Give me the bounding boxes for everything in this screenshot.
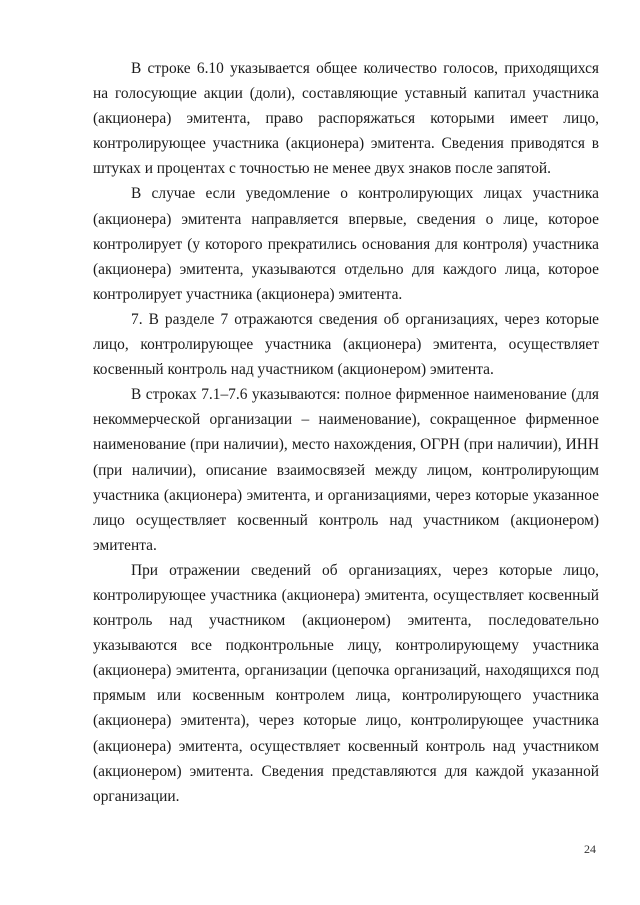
paragraph-first-notification: В случае если уведомление о контролирующих лицах участника (акционера) эмитента направляется впервые, сведения о лице, которое контролирует (у которого прекратились основания для контроля) участника (акционера) эмитента, указываются отдельно для каждого лица, которое контролирует участника (акционера) эмитента. <box>93 185 599 303</box>
paragraph-section-7: 7. В разделе 7 отражаются сведения об организациях, через которые лицо, контролирующее участника (акционера) эмитента, осуществляет косвенный контроль над участником (акционером) эмитента. <box>93 310 599 379</box>
paragraph-lines-7-1-7-6: В строках 7.1–7.6 указываются: полное фирменное наименование (для некоммерческой организации – наименование), сокращенное фирменное наименование (при наличии), место нахождения, ОГРН (при наличии), ИНН (при наличии), описание взаимосвязей между лицом, контролирующим участника (акционера) эмитента, и организациями, через которые указанное лицо осуществляет косвенный контроль над участником (акционером) эмитента. <box>93 386 599 554</box>
paragraph-line-6-10: В строке 6.10 указывается общее количество голосов, приходящихся на голосующие акции (доли), составляющие уставный капитал участника (акционера) эмитента, право распоряжаться которыми имеет лицо, контролирующее участника (акционера) эмитента. Сведения приводятся в штуках и процентах с точностью не менее двух знаков после запятой. <box>93 60 599 178</box>
paragraph-organization-chain: При отражении сведений об организациях, через которые лицо, контролирующее участника (акционера) эмитента, осуществляет косвенный контроль над участником (акционером) эмитента, последовательно указываются все подконтрольные лицу, контролирующему участника (акционера) эмитента, организации (цепочка организаций, находящихся под прямым или косвенным контролем лица, контролирующего участника (акционера) эмитента), через которые лицо, контролирующее участника (акционера) эмитента, осуществляет косвенный контроль над участником (акционером) эмитента. Сведения представляются для каждой указанной организации. <box>93 561 599 805</box>
document-body <box>93 56 599 809</box>
page-number: 24 <box>584 842 596 856</box>
